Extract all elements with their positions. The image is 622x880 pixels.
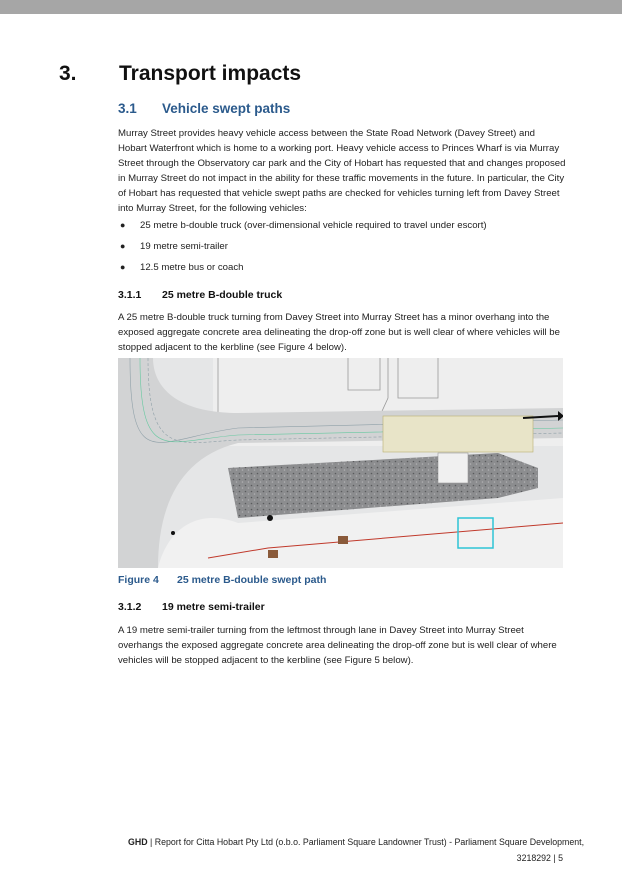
section-title: Transport impacts xyxy=(119,62,302,85)
footer-brand: GHD xyxy=(128,837,148,847)
section-number: 3. xyxy=(59,62,77,85)
intro-paragraph: Murray Street provides heavy vehicle access between the State Road Network (Davey Street) and Hobart Waterfront which is home to a working port. Heavy vehicle access to Princes Wharf is via Murray Street through the Observatory car park and the City of Hobart has requested that and changes proposed in Murray Street do not impact in the ability for these traffic movements in the future. In particular, the City of Hobart has requested that vehicle swept paths are checked for vehicles turning left from Davey Street into Murray Street, for the following vehicles: xyxy=(118,128,566,214)
list-item: ● 19 metre semi-trailer xyxy=(120,241,228,252)
list-item: ● 12.5 metre bus or coach xyxy=(120,262,244,273)
figure-title: 25 metre B-double swept path xyxy=(177,574,327,586)
footer-report xyxy=(128,837,584,847)
drop-off-zone xyxy=(383,416,533,452)
list-item: ● 25 metre b-double truck (over-dimensional vehicle required to travel under escort) xyxy=(120,220,487,231)
subsubsection-number: 3.1.2 xyxy=(118,601,142,613)
figure-number: Figure 4 xyxy=(118,574,159,586)
subsubsection-heading-312 xyxy=(118,601,265,613)
structure-marker xyxy=(338,536,348,544)
figure-caption xyxy=(118,574,326,586)
top-bar xyxy=(0,0,622,14)
tree-marker xyxy=(171,531,175,535)
subsubsection-title: 25 metre B-double truck xyxy=(162,289,283,301)
subsection-number: 3.1 xyxy=(118,101,137,116)
bullet-icon: ● xyxy=(120,262,126,272)
paragraph-312: A 19 metre semi-trailer turning from the leftmost through lane in Davey Street into Murray Street overhangs the exposed aggregate concrete area delineating the drop-off zone but is well clear of where vehicles will be stopped adjacent to the kerbline (see Figure 5 below). xyxy=(118,625,557,666)
tree-marker xyxy=(267,515,273,521)
vehicle-list xyxy=(118,218,566,281)
kiosk xyxy=(438,453,468,483)
section-heading xyxy=(59,62,301,86)
bullet-icon: ● xyxy=(120,220,126,230)
swept-path-figure xyxy=(118,358,563,568)
subsection-title: Vehicle swept paths xyxy=(162,101,291,116)
subsubsection-heading-311 xyxy=(118,289,282,301)
structure-marker xyxy=(268,550,278,558)
subsubsection-number: 3.1.1 xyxy=(118,289,142,301)
bullet-icon: ● xyxy=(120,241,126,251)
footer-report-text: | Report for Citta Hobart Pty Ltd (o.b.o. Parliament Square Landowner Trust) - Parliament Square Development, xyxy=(147,837,585,847)
subsection-heading xyxy=(118,101,290,116)
footer-page-ref: 3218292 | 5 xyxy=(516,853,563,863)
paragraph-311: A 25 metre B-double truck turning from Davey Street into Murray Street has a minor overhang into the exposed aggregate concrete area delineating the drop-off zone but is well clear of where vehicles will be stopped adjacent to the kerbline (see Figure 4 below). xyxy=(118,312,560,353)
subsubsection-title: 19 metre semi-trailer xyxy=(162,601,265,613)
